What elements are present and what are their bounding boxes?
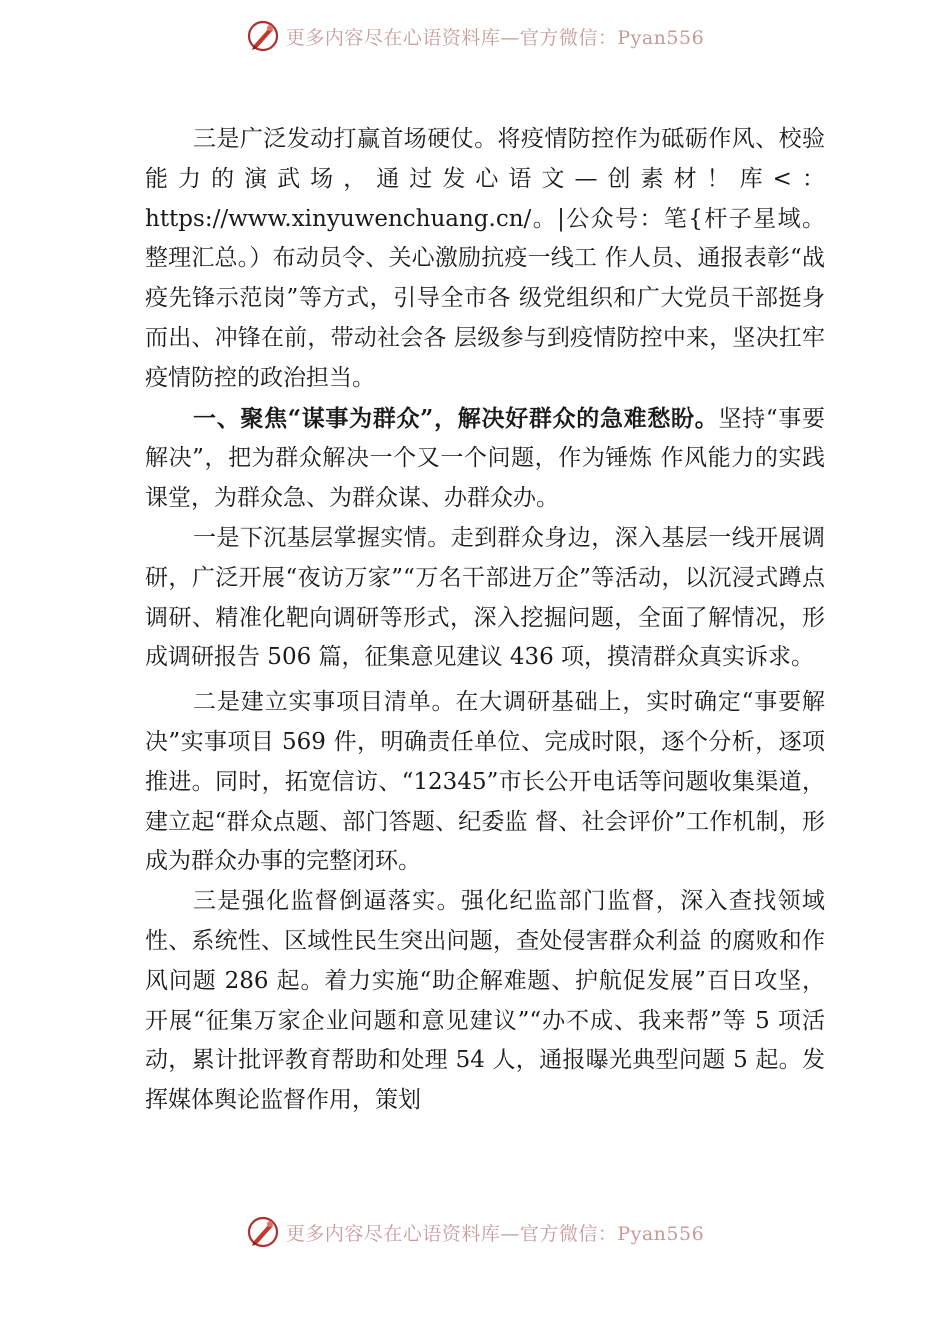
paragraph-supervision: 三是强化监督倒逼落实。强化纪监部门监督，深入查找领域性、系统性、区域性民生突出问题，查处侵害群众利益 的腐败和作风问题 286 起。着力实施“助企解难题、护航促发展”百日攻坚，开展“征集万家企业问题和意见建议”“办不成、我来帮”等 5 项活动，累计批评教育帮助和处理 54 人，通报曝光典型问题 5 起。发挥媒体舆论监督作用，策划	[145, 888, 825, 1114]
header-watermark	[0, 16, 950, 56]
paragraph-section-one-heading: 一、聚焦“谋事为群众”，解决好群众的急难愁盼。坚持“事要解决”，把为群众解决一个又一个问题，作为锤炼 作风能力的实践课堂，为群众急、为群众谋、办群众办。	[145, 404, 825, 512]
pen-circle-logo-icon	[246, 1215, 280, 1249]
document-body	[145, 120, 825, 1121]
paragraph-mobilization: 三是广泛发动打赢首场硬仗。将疫情防控作为砥砺作风、校验能力的演武场，通过发心语文—创素材！库<：https://www.xinyuwenchuang.cn/。|公众号：笔{杆子星域。整理汇总。）布动员令、关心激励抗疫一线工 作人员、通报表彰“战疫先锋示范岗”等方式，引导全市各 级党组织和广大党员干部挺身而出、冲锋在前，带动社会各 层级参与到疫情防控中来，坚决扛牢疫情防控的政治担当。	[145, 126, 825, 391]
footer-watermark	[0, 1212, 950, 1252]
pen-circle-logo-icon	[246, 19, 280, 53]
paragraph-project-list: 二是建立实事项目清单。在大调研基础上，实时确定“事要解决”实事项目 569 件，明确责任单位、完成时限，逐个分析，逐项推进。同时，拓宽信访、“12345”市长公开电话等问题收集渠道，建立起“群众点题、部门答题、纪委监 督、社会评价”工作机制，形成为群众办事的完整闭环。	[145, 689, 825, 875]
watermark-text: 更多内容尽在心语资料库—官方微信：Pyan556	[285, 26, 705, 49]
paragraph-grassroots: 一是下沉基层掌握实情。走到群众身边，深入基层一线开展调研，广泛开展“夜访万家”“万名干部进万企”等活动，以沉浸式蹲点调研、精准化靶向调研等形式，深入挖掘问题，全面了解情况，形成调研报告 506 篇，征集意见建议 436 项，摸清群众真实诉求。	[145, 524, 825, 671]
section-heading: 一、聚焦“谋事为群众”，解决好群众的急难愁盼。	[193, 404, 719, 432]
watermark-text: 更多内容尽在心语资料库—官方微信：Pyan556	[285, 1222, 705, 1245]
